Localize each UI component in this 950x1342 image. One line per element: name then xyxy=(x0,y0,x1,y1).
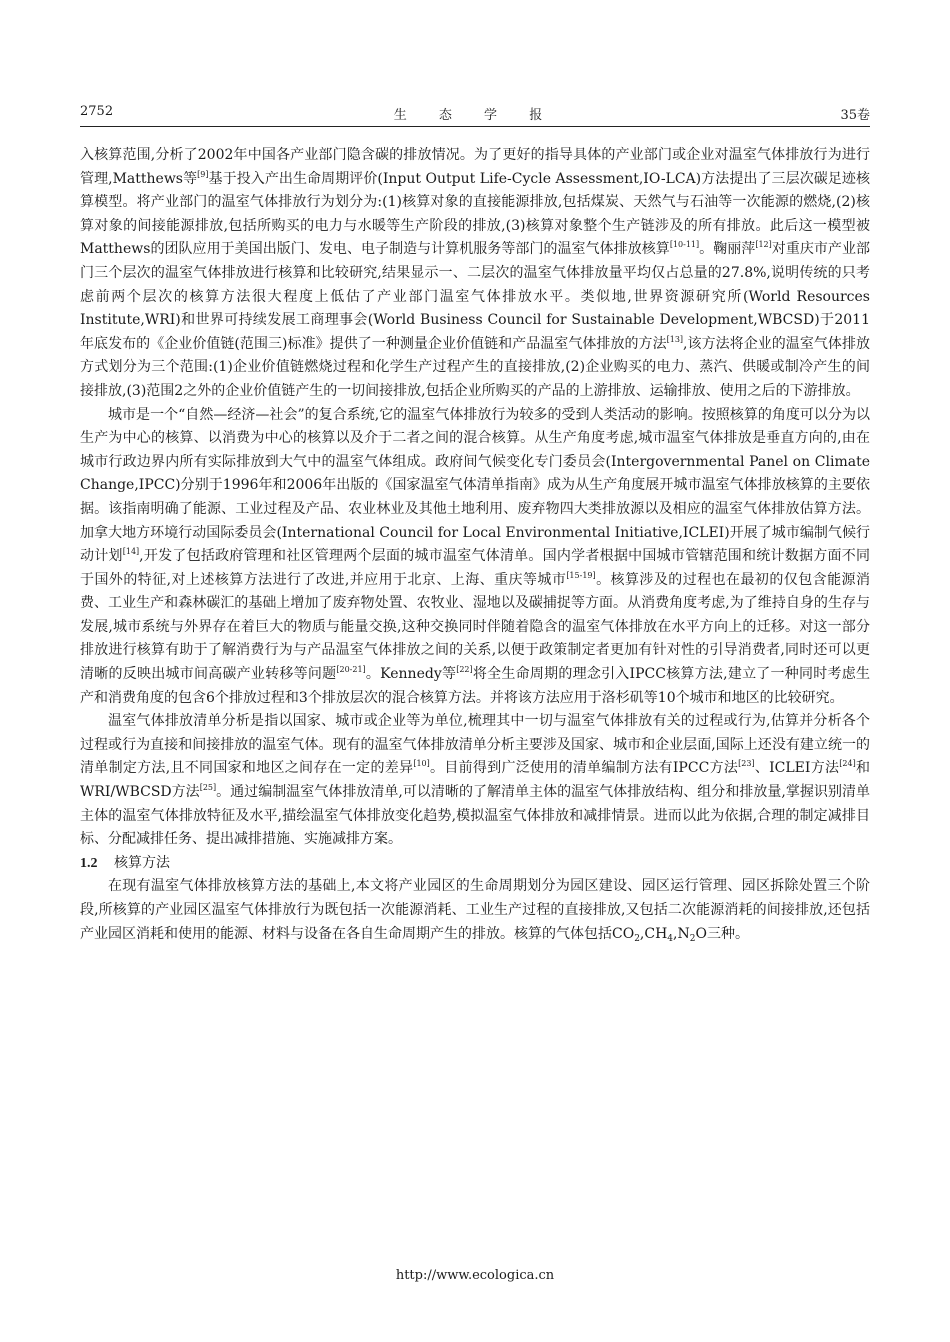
paragraph-method xyxy=(80,875,870,946)
text-run: 。核算涉及的过程也在最初的仅包含能源消费、工业生产和森林碳汇的基础上增加了废弃物处置、农牧业、湿地以及碳捕捉等方面。从消费角度考虑,为了维持自身的生存与发展,城市系统与外界存在着巨大的物质与能量交换,这种交换同时伴随着隐含的温室气体排放在水平方向上的迁移。对这一部分排放进行核算有助于了解消费行为与产品温室气体排放之间的关系,以便于政策制定者更加有针对性的引导消费者,同时还可以更清晰的反映出城市间高碳产业转移等问题 xyxy=(80,571,870,683)
footer-url: http://www.ecologica.cn xyxy=(395,1268,555,1283)
journal-title: 生 态 学 报 xyxy=(393,108,557,123)
volume-number: 35卷 xyxy=(840,108,870,123)
section-title: 核算方法 xyxy=(114,854,170,871)
text-run: ,CH xyxy=(639,925,668,942)
text-run: ,该方法将企业的温室气体排放方式划分为三个范围:(1)企业价值链燃烧过程和化学生产过程产生的直接排放,(2)企业购买的电力、蒸汽、供暖或制冷产生的间接排放,(3)范围2之外的企业价值链产生的一切间接排放,包括企业所购买的产品的上游排放、运输排放、使用之后的下游排放。 xyxy=(80,335,871,399)
citation: [13] xyxy=(666,334,684,344)
text-run: ,N xyxy=(673,925,690,942)
text-run: 温室气体排放清单分析是指以国家、城市或企业等为单位,梳理其中一切与温室气体排放有关的过程或行为,估算并分析各个过程或行为直接和间接排放的温室气体。现有的温室气体排放清单分析主要涉及国家、城市和企业层面,国际上还没有建立统一的清单制定方法,且不同国家和地区之间存在一定的差异 xyxy=(80,713,870,777)
text-run: 对重庆市产业部门三个层次的温室气体排放进行核算和比较研究,结果显示一、二层次的温室气体排放量平均仅占总量的27.8%,说明传统的只考虑前两个层次的核算方法很大程度上低估了产业部门温室气体排放水平。类似地,世界资源研究所(World Resources Institute,WRI)和世界可持续发展工商理事会(World Business Council for Sustainable Development,WBCSD)于2011年底发布的《企业价值链(范围三)标准》提供了一种测量企业价值链和产品温室气体排放的方法 xyxy=(80,241,871,352)
text-run: O三种。 xyxy=(695,925,749,942)
text-run: 。通过编制温室气体排放清单,可以清晰的了解清单主体的温室气体排放结构、组分和排放量,掌握识别清单主体的温室气体排放特征及水平,描绘温室气体排放变化趋势,模拟温室气体排放和减排情景。进而以此为依据,合理的制定减排目标、分配减排任务、提出减排措施、实施减排方案。 xyxy=(80,784,870,848)
citation: [9] xyxy=(197,169,209,179)
text-run: 。鞠丽萍 xyxy=(699,241,756,258)
page-header xyxy=(80,104,870,126)
header-rule xyxy=(80,126,870,127)
citation: [14] xyxy=(122,547,140,557)
paragraph-continued xyxy=(80,144,870,404)
citation: [25] xyxy=(199,783,217,793)
citation: [10] xyxy=(413,759,430,769)
citation: [24] xyxy=(839,759,856,769)
page-number: 2752 xyxy=(80,104,114,119)
subscript: 2 xyxy=(689,933,696,944)
citation: [22] xyxy=(456,665,473,675)
text-run: 城市是一个“自然—经济—社会”的复合系统,它的温室气体排放行为较多的受到人类活动的影响。按照核算的角度可以分为以生产为中心的核算、以消费为中心的核算以及介于二者之间的混合核算。从生产角度考虑,城市温室气体排放是垂直方向的,由在城市行政边界内所有实际排放到大气中的温室气体组成。政府间气候变化专门委员会(Intergovernmental Panel on Climate Change,IPCC)分别于1996年和2006年出版的《国家温室气体清单指南》成为从生产角度展开城市温室气体排放核算的主要依据。该指南明确了能源、工业过程及产品、农业林业及其他土地利用、废弃物四大类排放源以及相应的温室气体排放估算方法。加拿大地方环境行动国际委员会(International Council for Local Environmental Initiative,ICLEI)开展了城市编制气候行动计划 xyxy=(80,406,870,565)
text-run: 。目前得到广泛使用的清单编制方法有IPCC方法 xyxy=(429,760,739,777)
citation: [10-11] xyxy=(669,240,700,250)
text-run: 将全生命周期的理念引入IPCC核算方法,建立了一种同时考虑生产和消费角度的包含6个排放过程和3个排放层次的混合核算方法。并将该方法应用于洛杉矶等10个城市和地区的比较研究。 xyxy=(80,666,871,706)
paragraph-inventory-analysis xyxy=(80,710,870,852)
text-run: 入核算范围,分析了2002年中国各产业部门隐含碳的排放情况。为了更好的指导具体的产业部门或企业对温室气体排放行为进行管理,Matthews等 xyxy=(80,147,870,187)
subscript: 2 xyxy=(634,933,640,944)
text-run: 在现有温室气体排放核算方法的基础上,本文将产业园区的生命周期划分为园区建设、园区运行管理、园区拆除处置三个阶段,所核算的产业园区温室气体排放行为既包括一次能源消耗、工业生产过程的直接排放,又包括二次能源消耗的间接排放,还包括产业园区消耗和使用的能源、材料与设备在各自生命周期产生的排放。核算的气体包括CO xyxy=(80,878,870,942)
text-run: 、ICLEI方法 xyxy=(754,760,840,777)
text-run: 基于投入产出生命周期评价(Input Output Life-Cycle Assessment,IO-LCA)方法提出了三层次碳足迹核算模型。将产业部门的温室气体排放行为划分为:(1)核算对象的直接能源排放,包括煤炭、天然气与石油等一次能源的燃烧,(2)核算对象的间接能源排放,包括所购买的电力与水暖等生产阶段的排放,(3)核算对象整个生产链涉及的所有排放。此后这一模型被Matthews的团队应用于美国出版门、发电、电子制造与计算机服务等部门的温室气体排放核算 xyxy=(80,170,870,258)
citation: [23] xyxy=(738,759,755,769)
text-run: 。Kennedy等 xyxy=(365,666,457,683)
section-heading xyxy=(80,852,870,876)
citation: [20-21] xyxy=(336,665,366,675)
subscript: 4 xyxy=(667,933,674,944)
text-run: ,开发了包括政府管理和社区管理两个层面的城市温室气体清单。国内学者根据中国城市管辖范围和统计数据方面不同于国外的特征,对上述核算方法进行了改进,并应用于北京、上海、重庆等城市 xyxy=(80,548,870,588)
citation: [12] xyxy=(755,240,772,250)
text-run: 和WRI/WBCSD方法 xyxy=(80,760,871,801)
citation: [15-19] xyxy=(566,570,596,580)
article-body xyxy=(80,144,870,946)
paragraph-city-accounting xyxy=(80,404,870,711)
section-number: 1.2 xyxy=(80,855,98,871)
